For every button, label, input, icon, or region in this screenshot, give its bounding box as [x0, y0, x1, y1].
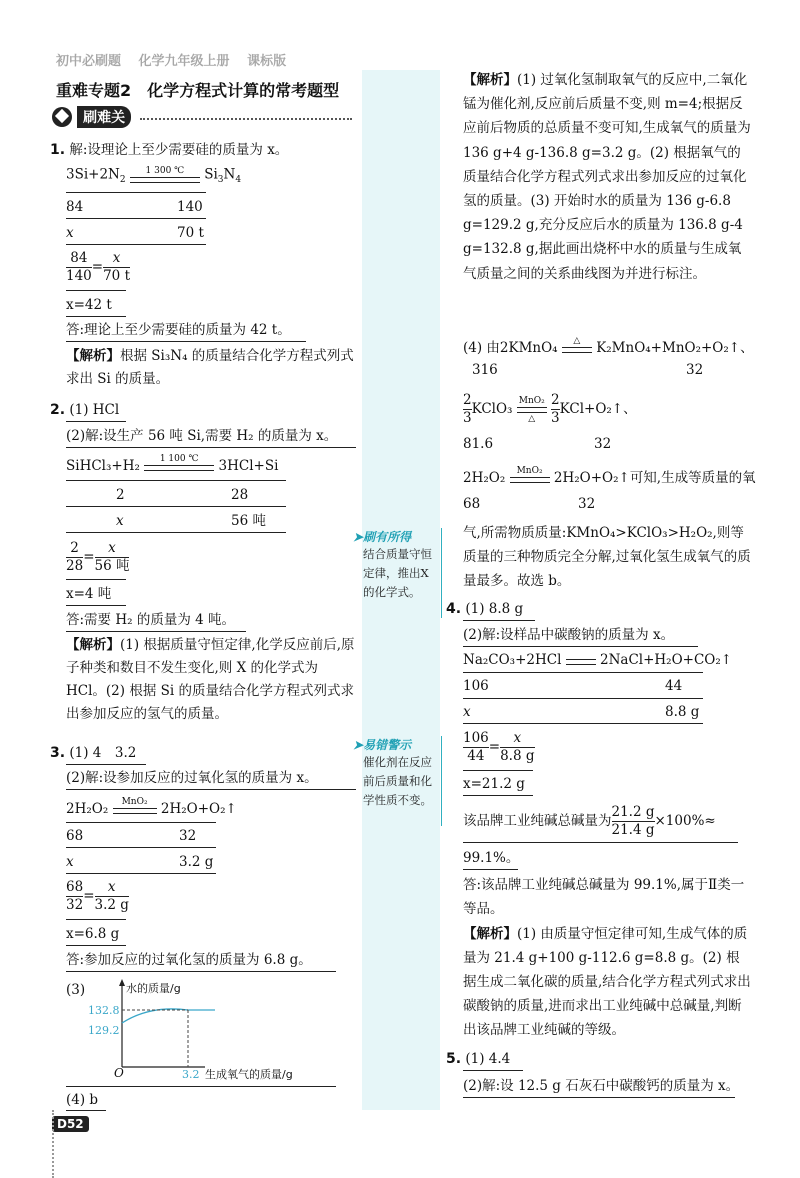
- q3-unknown: x: [66, 854, 74, 870]
- q3-p4-m4: 32: [594, 436, 612, 452]
- q3-p4-conclusion: 气,所需物质质量:KMnO₄>KClO₃>H₂O₂,则等质量的三种物质完全分解,过氧化氢生成氧气的质量最多。故选 b。: [463, 525, 751, 589]
- q1-cond-arrow: [130, 166, 200, 186]
- tip-box-2: [353, 736, 442, 826]
- q3-mass1: 68: [66, 828, 84, 844]
- tip-2-text: 催化剂在反应前后质量和化学性质不变。: [363, 755, 432, 807]
- q4-frac-left-top: 106: [463, 730, 489, 746]
- q1-analysis: [66, 345, 356, 391]
- q4-calc-prefix: 该品牌工业纯碱总碱量为: [463, 813, 612, 829]
- q4-analysis-text: (1) 由质量守恒定律可知,生成气体的质量为 21.4 g+100 g-112.6 g=8.8 g。(2) 根据生成二氧化碳的质量,结合化学方程式列式求出碳酸钠的质量,进而求出工业纯碱中总碱量,判断出该品牌工业纯碱的等级。: [463, 926, 751, 1038]
- q3-known-rule: [66, 873, 216, 874]
- bottom-dotted-edge: [40, 1110, 54, 1178]
- q4-intro-rule: [463, 646, 698, 647]
- q1-eq-right: Si: [204, 166, 218, 183]
- q2-frac-right-bottom: 56 吨: [94, 558, 130, 574]
- q1-known-rule: [66, 244, 206, 245]
- q2-p1-rule: [66, 421, 126, 422]
- q1-answer-rule: [66, 341, 306, 342]
- graph-y-arrow: [119, 979, 125, 986]
- q1-number: 1.: [50, 142, 66, 158]
- q4-calc-suffix: ×100%≈: [654, 813, 716, 829]
- q1-mass1: 84: [66, 199, 84, 215]
- q1-analysis-text: 根据 Si₃N₄ 的质量结合化学方程式列式求出 Si 的质量。: [66, 348, 354, 387]
- q3-p4-m3: 81.6: [463, 436, 494, 452]
- q1-result-rule: [66, 316, 126, 317]
- q4-result-rule: [463, 795, 533, 796]
- q4-eq-right: 2NaCl+H₂O+CO₂↑: [600, 652, 733, 668]
- q3-p4-eq3-right: 2H₂O+O₂↑: [553, 469, 630, 486]
- q3-p1-rule: [66, 764, 146, 765]
- q1-intro: 解:设理论上至少需要硅的质量为 x。: [69, 142, 289, 158]
- q5-intro: (2)解:设 12.5 g 石灰石中碳酸钙的质量为 x。: [463, 1078, 740, 1094]
- q3-p4-cond2-bottom: △: [528, 413, 536, 424]
- q3-known: 3.2 g: [179, 854, 214, 870]
- q1-mass2: 140: [177, 199, 203, 215]
- q2-line: [50, 402, 119, 419]
- q3-frac-rule: [66, 919, 126, 920]
- q3-answer-rule: [66, 971, 336, 972]
- graph-curve: [122, 1009, 215, 1023]
- q1-eq-left: 3Si+2N: [66, 166, 120, 183]
- q3-p4-cond3: MnO₂: [516, 466, 543, 476]
- q4-frac-rule: [463, 770, 533, 771]
- q4-number: 4.: [446, 601, 462, 617]
- q3-mass2: 32: [179, 828, 197, 844]
- q1-frac-rule: [66, 290, 126, 291]
- q5-number: 5.: [446, 1051, 462, 1067]
- tip-1-title: ➤刷有所得: [353, 530, 412, 544]
- q4-mass1: 106: [463, 678, 489, 694]
- q1-frac-right-top: x: [103, 250, 130, 268]
- q2-proportion: $\frac{2}{28}$ = $\frac{x}{\text{56 吨}}$: [66, 540, 130, 574]
- q3-eq-right: 2H₂O+O₂↑: [160, 800, 237, 817]
- q3-result: x=6.8 g: [66, 926, 120, 942]
- q2-mass2: 28: [231, 487, 249, 503]
- q1-answer: 答:理论上至少需要硅的质量为 42 t。: [66, 322, 291, 338]
- q3-p4-cond2-top: MnO₂: [518, 395, 545, 406]
- q3-p4-tail: 可知,生成等质量的氧: [629, 469, 756, 486]
- section-title: 重难专题2 化学方程式计算的常考题型: [56, 81, 340, 100]
- q2-analysis-text: (1) 根据质量守恒定律,化学反应前后,原子种类和数目不发生变化,则 X 的化学式为 HCl。(2) 根据 Si 的质量结合化学方程式列式求出参加反应的氢气的质量。: [66, 637, 355, 722]
- q4-known-rule: [463, 723, 703, 724]
- q3-intro: (2)解:设参加反应的过氧化氢的质量为 x。: [66, 770, 318, 786]
- q2-known-rule: [66, 532, 286, 533]
- q3-result-rule: [66, 945, 126, 946]
- badge-label: 刷难关: [77, 106, 131, 128]
- q1-known: 70 t: [177, 225, 204, 241]
- q3-p4-cond2-arrow: [517, 396, 547, 424]
- q3-part3-label: (3): [66, 982, 86, 998]
- q5-p1-rule: [463, 1070, 523, 1071]
- q2-answer-rule: [66, 631, 246, 632]
- q5-intro-rule: [463, 1097, 735, 1098]
- q3-frac-right-bottom: 3.2 g: [94, 897, 129, 913]
- q4-mass2: 44: [665, 678, 683, 694]
- tip-2-title: ➤易错警示: [353, 738, 412, 752]
- q4-frac-right-bottom: 8.8 g: [500, 748, 535, 764]
- badge-divider: [140, 118, 352, 120]
- q3-part1: (1) 4 3.2: [69, 745, 137, 761]
- q2-known: 56 吨: [231, 513, 266, 529]
- q3-analysis-text: (1) 过氧化氢制取氧气的反应中,二氧化锰为催化剂,反应前后质量不变,则 m=4;根据反应前后物质的总质量不变可知,生成氧气的质量为 136 g+4 g-136.8 g=3.2 g。(2) 根据氧气的质量结合化学方程式列式求出参加反应的过氧化氢的质量。(3) 开始时水的质量为 136 g-6.8 g=129.2 g,充分反应后水的质量为 136.8 g-4 g=132.8 g,据此画出烧杯中水的质量与生成氧气质量之间的关系曲线图为并进行标注。: [463, 72, 751, 282]
- tip-2-title-text: 易错警示: [363, 738, 412, 752]
- q3-eq-left: 2H₂O₂: [66, 800, 109, 817]
- q4-eq-left: Na₂CO₃+2HCl: [463, 652, 562, 668]
- q1-analysis-label: 【解析】: [66, 348, 120, 364]
- q2-analysis: [66, 634, 356, 726]
- q2-eq-rule: [66, 480, 286, 481]
- q3-p4-eq2-frac-top: 2: [551, 392, 560, 408]
- q2-mass1: 2: [116, 487, 125, 503]
- q2-frac-rule: [66, 579, 126, 580]
- q1-eq-rule: [66, 192, 206, 193]
- q2-unknown: x: [116, 513, 124, 529]
- header-subject: 化学九年级上册: [138, 54, 230, 69]
- graph-x-tick-1: 3.2: [182, 1068, 200, 1081]
- page-number: D52: [52, 1116, 89, 1132]
- q3-p4-eq1-right: K₂MnO₄+MnO₂+O₂↑、: [596, 339, 754, 356]
- q4-calc-rule: [463, 842, 738, 843]
- q4-unknown: x: [463, 704, 471, 720]
- q5-part1: (1) 4.4: [465, 1051, 511, 1067]
- q3-cond-arrow: [113, 797, 157, 817]
- q2-eq-right: 3HCl+Si: [218, 457, 279, 474]
- q3-graph-rule: [66, 1086, 336, 1087]
- q1-frac-left-top: 84: [66, 250, 92, 268]
- q4-eq-rule: [463, 672, 703, 673]
- q2-equation: [66, 454, 278, 474]
- tip-1-text: 结合质量守恒定律，推出X的化学式。: [363, 547, 432, 599]
- q3-analysis: [463, 68, 751, 286]
- q1-result: x=42 t: [66, 297, 112, 313]
- q3-p4-cond1: △: [573, 336, 581, 346]
- q2-number: 2.: [50, 402, 66, 418]
- q4-part1: (1) 8.8 g: [465, 601, 524, 617]
- pencil-icon: [52, 107, 72, 127]
- graph-y-label: 水的质量/g: [126, 982, 181, 995]
- q2-eq-left: SiHCl₃+H₂: [66, 457, 140, 474]
- q3-p4-m2: 32: [686, 362, 704, 378]
- q1-mass-rule: [66, 218, 206, 219]
- q2-answer: 答:需要 H₂ 的质量为 4 吨。: [66, 612, 235, 628]
- q4-analysis: [463, 922, 751, 1042]
- q1-frac-right-bottom: 70 t: [103, 268, 130, 284]
- q3-p4-rule: [66, 1110, 106, 1111]
- q3-frac-right-top: x: [95, 879, 129, 897]
- q2-result-rule: [66, 605, 126, 606]
- q4-known: 8.8 g: [665, 704, 700, 720]
- q4-calc-result-rule: [463, 869, 518, 870]
- q3-answer: 答:参加反应的过氧化氢的质量为 6.8 g。: [66, 952, 312, 968]
- q2-frac-left-bottom: 28: [66, 558, 84, 574]
- q3-p4-cond3-arrow: [510, 466, 550, 486]
- q3-p4-eq3: [463, 466, 756, 486]
- header-series: 初中必刷题: [56, 54, 122, 69]
- q2-cond-arrow: [144, 454, 214, 474]
- q2-part1: (1) HCl: [69, 402, 120, 418]
- q3-p4-eq2-frac-bottom: 3: [551, 410, 560, 426]
- q4-frac-left-bottom: 44: [467, 748, 485, 764]
- q4-calc-result: 99.1%。: [463, 850, 520, 866]
- q4-calc-bottom: 21.4 g: [611, 822, 655, 838]
- q3-line: [50, 745, 136, 762]
- q3-analysis-label: 【解析】: [463, 72, 517, 88]
- q3-p4-intro: (4) 由2KMnO₄: [463, 339, 558, 356]
- q2-mass-rule: [66, 506, 286, 507]
- q3-mass-rule: [66, 847, 216, 848]
- q3-frac-left-bottom: 32: [66, 897, 84, 913]
- q4-mass-rule: [463, 698, 703, 699]
- q4-equation: [463, 652, 732, 668]
- q3-p4-frac-top: 2: [463, 392, 472, 408]
- q3-p4-eq2-left: KClO₃: [471, 401, 513, 417]
- q3-condition: MnO₂: [121, 797, 148, 807]
- q3-proportion: $\frac{68}{32}$ = $\frac{x}{3.2 g}$: [66, 879, 129, 913]
- graph-origin: O: [114, 1066, 124, 1080]
- q1-condition: 1 300 ℃: [145, 166, 185, 176]
- graph-y-tick-2: 129.2: [88, 1024, 120, 1037]
- q3-p4-eq3-left: 2H₂O₂: [463, 469, 506, 486]
- running-header: [56, 50, 286, 69]
- practice-badge: [52, 106, 131, 128]
- q4-intro: (2)解:设样品中碳酸钠的质量为 x。: [463, 627, 675, 643]
- q3-p4-m1: 316: [472, 362, 498, 378]
- q2-condition: 1 100 ℃: [159, 454, 199, 464]
- q2-result: x=4 吨: [66, 586, 112, 602]
- tip-1-title-text: 刷有所得: [363, 530, 412, 544]
- q2-frac-left-top: 2: [66, 540, 83, 558]
- q4-calc: [463, 804, 716, 839]
- q3-p4-eq2-right: KCl+O₂↑、: [559, 401, 637, 417]
- q4-p1-rule: [463, 620, 535, 621]
- q1-frac-left-bottom: 140: [66, 268, 92, 284]
- q4-frac-right-top: x: [500, 730, 534, 748]
- q3-equation: [66, 797, 237, 817]
- q4-result: x=21.2 g: [463, 776, 525, 792]
- graph-x-label: 生成氧气的质量/g: [205, 1068, 293, 1081]
- q3-number: 3.: [50, 745, 66, 761]
- q3-p4-cond1-arrow: [562, 336, 592, 356]
- q4-proportion: $\frac{106}{44}$ = $\frac{x}{8.8 g}$: [463, 730, 535, 764]
- q4-analysis-label: 【解析】: [463, 926, 517, 942]
- tip-box-1: [353, 528, 442, 618]
- q3-p4-eq1: [463, 336, 754, 356]
- q3-eq-rule: [66, 822, 216, 823]
- q3-p4-eq2: [463, 392, 637, 427]
- q3-p4-m5: 68: [463, 496, 481, 512]
- q1-equation: $3Si+2N_2$ 1 300 ℃ $Si_3N_4$: [66, 166, 242, 186]
- q3-frac-left-top: 68: [66, 879, 84, 895]
- q3-p4-frac-bottom: 3: [463, 410, 472, 426]
- header-edition: 课标版: [247, 54, 287, 69]
- q5-line: [446, 1051, 510, 1068]
- q2-analysis-label: 【解析】: [66, 637, 120, 653]
- q1-line: [50, 142, 288, 159]
- q3-p4-m6: 32: [578, 496, 596, 512]
- graph-y-tick-1: 132.8: [88, 1004, 120, 1017]
- q3-intro-rule: [66, 789, 356, 790]
- q4-answer: 答:该品牌工业纯碱总碱量为 99.1%,属于Ⅱ类一等品。: [463, 877, 745, 917]
- q2-intro: (2)解:设生产 56 吨 Si,需要 H₂ 的质量为 x。: [66, 428, 338, 444]
- q4-arrow: [566, 658, 596, 668]
- q4-calc-top: 21.2 g: [611, 804, 655, 820]
- q2-intro-rule: [66, 447, 356, 448]
- q2-frac-right-top: x: [95, 540, 130, 558]
- q4-line: [446, 601, 523, 618]
- q1-unknown: x: [66, 225, 74, 241]
- q3-part4: (4) b: [66, 1092, 99, 1108]
- q1-proportion: $\frac{84}{140}$ = $\frac{x}{70 t}$: [66, 250, 130, 284]
